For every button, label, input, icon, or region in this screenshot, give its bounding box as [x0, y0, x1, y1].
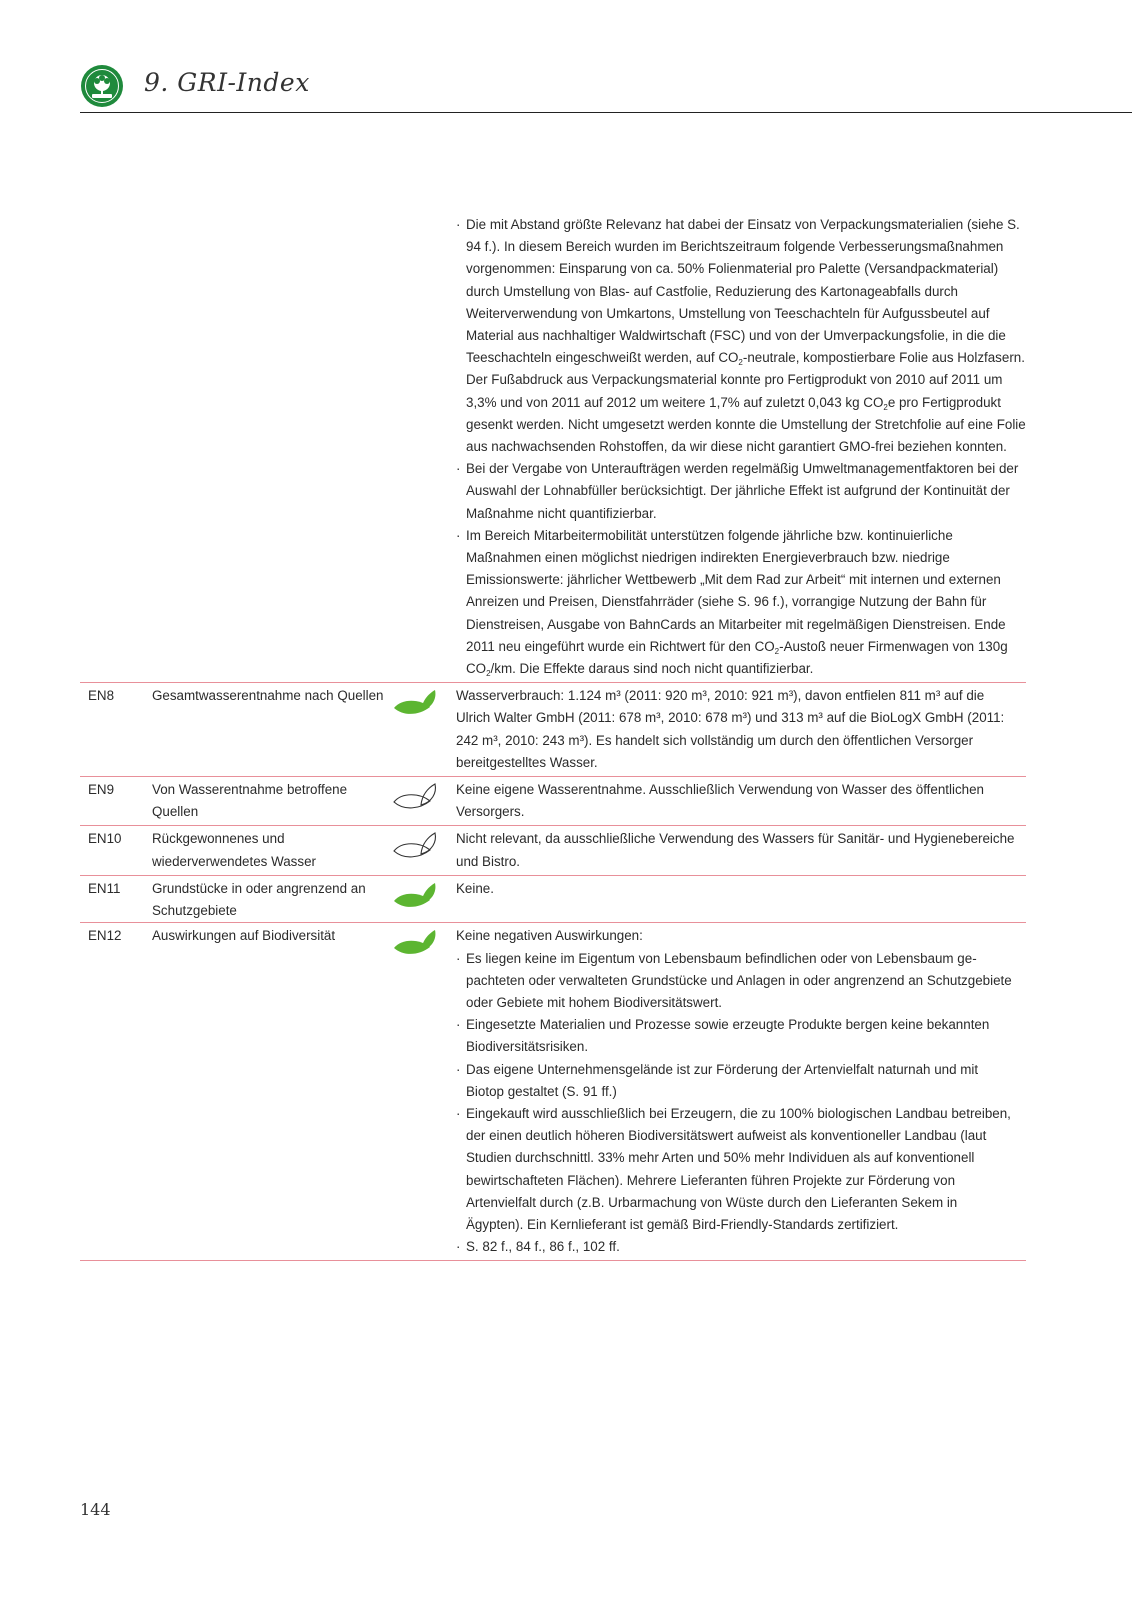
indicator-code: EN10: [88, 831, 122, 847]
gri-row-en9: [80, 776, 1026, 825]
indicator-text: [456, 876, 1016, 922]
indicator-text: [456, 683, 1016, 776]
indicator-text: [456, 777, 1016, 825]
continuation-text: [456, 214, 1026, 682]
indicator-bullet: · Eingekauft wird ausschließlich bei Erzeugern, die zu 100% biologischen Landbau betreiben, der einen deutlich höheren Biodiversitätswert aufweist als konventioneller Landbau (laut Studien durchschnittl. 33% mehr Arten und 50% mehr Individuen als auf konventionell bewirtschafteten Flächen). Mehrere Lieferanten führen Projekte zur Förderung von Artenvielfalt durch (z.B. Urbarmachung von Wüste durch den Lieferanten Sekem in Ägypten). Ein Kernlieferant ist gemäß Bird-Friendly-Standards zertifiziert.: [456, 1103, 1016, 1236]
leaf-filled-icon: [392, 876, 456, 922]
indicator-label: Rückgewonnenes und wiederverwendetes Wasser: [152, 831, 316, 869]
gri-row-en12: [80, 922, 1026, 1261]
indicator-description: Keine negativen Auswirkungen:: [456, 928, 643, 944]
indicator-bullet: · Das eigene Unternehmensgelände ist zur Förderung der Artenvielfalt naturnah und mit Biotop gestaltet (S. 91 ff.): [456, 1059, 1016, 1103]
section-title: 9. GRI-Index: [144, 68, 310, 97]
leaf-filled-icon: [392, 683, 456, 776]
leaf-outline-icon: [392, 826, 456, 874]
indicator-label: Gesamtwasserentnahme nach Quellen: [152, 688, 384, 704]
indicator-description: Keine eigene Wasserentnahme. Ausschließlich Verwendung von Wasser des öffentlichen Versorgers.: [456, 782, 984, 820]
indicator-description: Keine.: [456, 880, 494, 896]
indicator-code: EN8: [88, 688, 115, 704]
leaf-outline-icon: [392, 777, 456, 825]
page-header: [80, 62, 1132, 113]
indicator-bullets: [456, 948, 1016, 1259]
gri-row-en11: [80, 875, 1026, 922]
indicator-bullet: · Es liegen keine im Eigentum von Lebensbaum befindlichen oder von Lebensbaum gepachteten oder verwalteten Grundstücke und Anlagen in oder angrenzend an Schutzgebiete oder Gebiete mit hohem Biodiversitätswert.: [456, 948, 1016, 1015]
leaf-filled-icon: [392, 923, 456, 1260]
page-number: 144: [80, 1500, 111, 1519]
indicator-bullet: · S. 82 f., 84 f., 86 f., 102 ff.: [456, 1236, 1016, 1258]
continuation-bullet: · Bei der Vergabe von Unteraufträgen werden regelmäßig Umweltmanagementfaktoren bei der Auswahl der Lohnabfüller berücksichtigt. Der jährliche Effekt ist aufgrund der Kontinuität der Maßnahme nicht quantifizierbar.: [456, 458, 1026, 525]
gri-table: [80, 214, 1026, 1261]
indicator-code: EN12: [88, 928, 122, 944]
indicator-label: Auswirkungen auf Biodiversität: [152, 928, 336, 944]
gri-rows: [80, 682, 1026, 1261]
indicator-label: Von Wasserentnahme betroffene Quellen: [152, 782, 348, 820]
indicator-code: EN11: [88, 880, 121, 896]
indicator-bullet: · Eingesetzte Materialien und Prozesse sowie erzeugte Produkte bergen keine bekannten Biodiversitätsrisiken.: [456, 1014, 1016, 1058]
lebensbaum-logo-icon: [80, 64, 124, 108]
continuation-bullet: · Im Bereich Mitarbeitermobilität unterstützen folgende jährliche bzw. kontinuierliche Maßnahmen einen möglichst niedrigen indirekten Energieverbrauch bzw. niedrige Emissionswerte: jährlicher Wettbewerb „Mit dem Rad zur Arbeit“ mit internen und externen Anreizen und Preisen, Dienstfahrräder (siehe S. 96 f.), vorrangige Nutzung der Bahn für Dienstreisen, Ausgabe von BahnCards an Mitarbeiter mit regelmäßigen Dienstreisen. Ende 2011 neu eingeführt wurde ein Richtwert für den $CO_2$-Austoß neuer Firmenwagen von 130g $CO_2/km$. Die Effekte daraus sind noch nicht quantifizierbar.: [456, 525, 1026, 680]
gri-row-en10: [80, 825, 1026, 874]
continuation-list: [456, 214, 1026, 680]
indicator-code: EN9: [88, 782, 115, 798]
indicator-label: Grundstücke in oder angrenzend an Schutzgebiete: [152, 880, 366, 919]
indicator-description: Nicht relevant, da ausschließliche Verwendung des Wassers für Sanitär- und Hygienebereiche und Bistro.: [456, 831, 1015, 869]
indicator-text: [456, 923, 1016, 1260]
gri-row-en8: [80, 682, 1026, 776]
indicator-description: Wasserverbrauch: 1.124 m³ (2011: 920 m³, 2010: 921 m³), davon entfielen 811 m³ auf die Ulrich Walter GmbH (2011: 678 m³, 2010: 678 m³) und 313 m³ auf die BioLogX GmbH (2011: 242 m³, 2010: 243 m³). Es handelt sich vollständig um durch den öffentlichen Versorger bereitgestelltes Wasser.: [456, 688, 1005, 770]
continuation-bullet: · Die mit Abstand größte Relevanz hat dabei der Einsatz von Verpackungsmaterialien (siehe S. 94 f.). In diesem Bereich wurden im Berichtszeitraum folgende Verbesserungsmaßnahmen vorgenommen: Einsparung von ca. 50% Folienmaterial pro Palette (Versandpackmaterial) durch Umstellung von Blas- auf Castfolie, Reduzierung des Kartonageabfalls durch Weiterverwendung von Umkartons, Umstellung von Teeschachteln für Aufgussbeutel auf Material aus nachhaltiger Waldwirtschaft (FSC) und von der Umverpackungsfolie, in die die Teeschachteln eingeschweißt werden, auf $CO_2$-neutrale, kompostierbare Folie aus Holzfasern. Der Fußabdruck aus Verpackungsmaterial konnte pro Fertigprodukt von 2010 auf 2011 um 3,3% und von 2011 auf 2012 um weitere 1,7% auf zuletzt 0,043 kg $CO_2e$ pro Fertigprodukt gesenkt werden. Nicht umgesetzt werden konnte die Umstellung der Stretchfolie auf eine Folie aus nachwachsenden Rohstoffen, da wir diese nicht garantiert GMO-frei beziehen konnten.: [456, 214, 1026, 458]
indicator-text: [456, 826, 1016, 874]
